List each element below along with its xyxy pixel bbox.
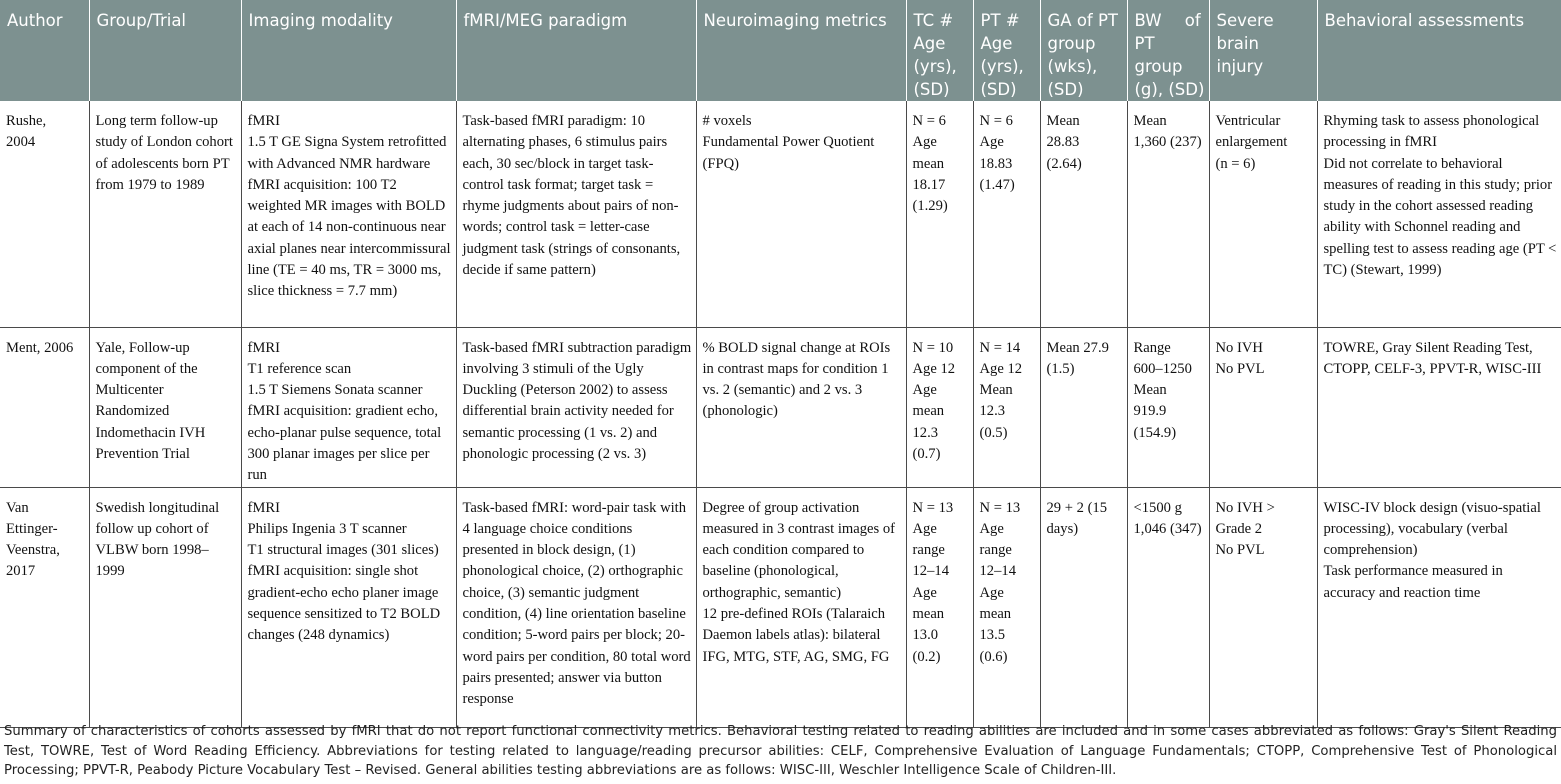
cell-line: 12–14 (979, 563, 1016, 580)
cell-ga (1040, 101, 1127, 327)
cell-pt (973, 487, 1040, 727)
cell-line: fMRI (247, 339, 280, 356)
cell-line: (1.29) (912, 198, 948, 215)
cell-line: 28.83 (1046, 134, 1080, 151)
cell-author (0, 327, 89, 487)
header-bw-line: (g), (SD) (1134, 80, 1205, 99)
header-injury-line: brain (1216, 34, 1259, 53)
cell-bw (1127, 327, 1209, 487)
cell-injury (1209, 327, 1317, 487)
header-pt-age (973, 0, 1040, 101)
cell-imaging (241, 487, 456, 727)
cell-line: 1.5 T GE Signa System retrofitted with Advanced NMR hardware fMRI acquisition: 100 T2 weighted MR images with BOLD at each of 14 non-continuous near axial planes near intercommissural line (TE = 40 ms, TR = 3000 ms, slice thickness = 7.7 mm) (247, 134, 451, 300)
cell-imaging (241, 101, 456, 327)
cell-line: <1500 g (1133, 499, 1182, 516)
cell-behavioral (1317, 487, 1561, 727)
cell-line: (0.5) (979, 424, 1008, 441)
header-ga (1040, 0, 1127, 101)
table-row (0, 101, 1561, 327)
cell-metrics (696, 327, 906, 487)
cell-line: N = 6 (912, 113, 946, 129)
header-bw-line: PT (1134, 34, 1155, 53)
cell-line: fMRI acquisition: gradient echo, echo-planar pulse sequence, total 300 planar images per slice per run (247, 403, 442, 484)
cell-line: 18.17 (912, 176, 946, 193)
cell-line: 13.0 (912, 627, 939, 644)
cell-line: 2004 (6, 134, 36, 151)
cell-line: Philips Ingenia 3 T scanner (247, 520, 407, 537)
header-pt-age-line: (yrs), (980, 57, 1024, 76)
header-paradigm: fMRI/MEG paradigm (456, 0, 696, 101)
cell-line: Fundamental Power Quotient (FPQ) (702, 134, 875, 172)
cell-paradigm: Task-based fMRI: word-pair task with 4 language choice conditions presented in block design, (1) phonological choice, (2) orthographic choice, (3) semantic judgment condition, (4) line orientation baseline condition; 5-word pairs per block; 20-word pairs per condition, 80 total word pairs presented; answer via button response (456, 487, 696, 727)
cell-line: Did not correlate to behavioral measures of reading in this study; prior study in the cohort assessed reading ability with Schonnel reading and spelling test to assess reading age (PT < TC) (Stewart, 1999) (1323, 155, 1557, 279)
cell-line: Age (979, 134, 1004, 151)
cell-line: Age (979, 520, 1004, 537)
cell-line: 2017 (6, 563, 36, 580)
cell-line: Age (912, 520, 937, 537)
cell-tc (906, 487, 973, 727)
cell-paradigm: Task-based fMRI subtraction paradigm involving 3 stimuli of the Ugly Duckling (Peterson 2002) to assess differential brain activity needed for semantic processing (1 vs. 2) and phonologic processing (2 vs. 3) (456, 327, 696, 487)
cell-line: Age (979, 584, 1004, 601)
cell-line: Age (912, 382, 937, 399)
cell-line: mean (912, 155, 945, 172)
header-ga-line: GA of PT (1047, 11, 1118, 30)
cell-group: Swedish longitudinal follow up cohort of VLBW born 1998–1999 (89, 487, 241, 727)
header-bw-line: group (1134, 57, 1183, 76)
header-tc-age-line: (yrs), (913, 57, 957, 76)
cell-line: mean (912, 403, 945, 420)
header-tc-age-line: (SD) (913, 80, 950, 99)
header-group-trial: Group/Trial (89, 0, 241, 101)
header-ga-line: group (1047, 34, 1096, 53)
cell-line: 600–1250 (1133, 360, 1192, 377)
cell-injury (1209, 487, 1317, 727)
cell-ga (1040, 487, 1127, 727)
cell-line: N = 13 (979, 499, 1021, 516)
header-bw (1127, 0, 1209, 101)
header-injury-line: injury (1216, 57, 1264, 76)
cell-line: N = 13 (912, 499, 954, 516)
cell-injury (1209, 101, 1317, 327)
header-behavioral: Behavioral assessments (1317, 0, 1561, 101)
header-bw-line: BW of (1134, 11, 1201, 30)
cell-line: WISC-IV block design (visuo-spatial processing), vocabulary (verbal comprehension) (1323, 499, 1541, 559)
cell-line: range (912, 542, 945, 559)
cell-line: TOWRE, Gray Silent Reading Test, CTOPP, CELF-3, PPVT-R, WISC-III (1323, 339, 1542, 377)
cell-line: (2.64) (1046, 155, 1082, 172)
cell-line: Ettinger- (6, 520, 58, 537)
cell-line: No IVH > (1215, 499, 1275, 516)
cell-behavioral (1317, 327, 1561, 487)
cell-line: Mean (979, 382, 1013, 399)
cell-line: (0.2) (912, 648, 941, 665)
header-tc-age (906, 0, 973, 101)
cell-line: Veenstra, (6, 542, 60, 559)
cell-line: 1,046 (347) (1133, 520, 1202, 537)
cell-line: (0.6) (979, 648, 1008, 665)
header-ga-line: (wks), (1047, 57, 1098, 76)
cell-line: T1 reference scan (247, 360, 352, 377)
cell-line: 12.3 (979, 403, 1006, 420)
cell-line: # voxels (702, 113, 752, 129)
cell-behavioral (1317, 101, 1561, 327)
cell-line: range (979, 542, 1012, 559)
cell-line: (154.9) (1133, 424, 1177, 441)
cell-line: fMRI (247, 113, 280, 129)
cell-pt (973, 101, 1040, 327)
cell-line: 29 + 2 (15 days) (1046, 499, 1108, 537)
cell-line: (0.7) (912, 445, 941, 462)
header-author: Author (0, 0, 89, 101)
cell-line: Age (912, 584, 937, 601)
cell-metrics (696, 101, 906, 327)
header-tc-age-line: Age (913, 34, 946, 53)
cell-line: 18.83 (979, 155, 1013, 172)
cell-line: 12 pre-defined ROIs (Talaraich Daemon labels atlas): bilateral IFG, MTG, STF, AG, SMG, FG (702, 606, 890, 665)
cell-line: Task performance measured in accuracy and reaction time (1323, 563, 1503, 601)
cell-line: (1.47) (979, 176, 1015, 193)
header-tc-age-line: TC # (913, 11, 954, 30)
cell-line: % BOLD signal change at ROIs in contrast maps for condition 1 vs. 2 (semantic) and 2 vs. 3 (phonologic) (702, 339, 891, 420)
header-imaging-modality: Imaging modality (241, 0, 456, 101)
cell-line: mean (912, 606, 945, 623)
cell-line: Range (1133, 339, 1171, 356)
header-pt-age-line: PT # (980, 11, 1020, 30)
cell-ga (1040, 327, 1127, 487)
cell-line: mean (979, 606, 1012, 623)
cell-line: enlargement (1215, 134, 1288, 151)
cell-line: 1.5 T Siemens Sonata scanner (247, 382, 423, 399)
cell-line: Rhyming task to assess phonological processing in fMRI (1323, 113, 1540, 151)
cell-line: T1 structural images (301 slices) (247, 542, 439, 559)
cell-tc (906, 101, 973, 327)
cell-line: Rushe, (6, 113, 47, 129)
cell-line: fMRI acquisition: single shot gradient-echo echo planer image sequence sensitized to T2 BOLD changes (248 dynamics) (247, 563, 441, 644)
cell-group: Yale, Follow-up component of the Multicenter Randomized Indomethacin IVH Prevention Trial (89, 327, 241, 487)
header-injury (1209, 0, 1317, 101)
table-footnote: Summary of characteristics of cohorts assessed by fMRI that do not report functional connectivity metrics. Behavioral testing related to reading abilities are included and in some cases abbreviated as follows: Gray's Silent Reading Test, TOWRE, Test of Word Reading Efficiency. Abbreviations for testing related to language/reading precursor abilities: CELF, Comprehensive Evaluation of Language Fundamentals; CTOPP, Comprehensive Test of Phonological Processing; PPVT-R, Peabody Picture Vocabulary Test – Revised. General abilities testing abbreviations are as follows: WISC-III, Weschler Intelligence Scale of Children-III. (4, 724, 1557, 778)
cell-line: Age 12 (979, 360, 1023, 377)
cell-line: Degree of group activation measured in 3 contrast images of each condition compared to baseline (phonological, orthographic, semantic) (702, 499, 895, 601)
cell-line: 919.9 (1133, 403, 1167, 420)
cell-line: No IVH (1215, 339, 1263, 356)
cell-line: Mean (1046, 113, 1080, 129)
cell-line: Age 12 (912, 360, 956, 377)
cell-line: Age (912, 134, 937, 151)
cell-line: Van (6, 499, 29, 516)
cell-line: N = 10 (912, 339, 954, 356)
header-metrics: Neuroimaging metrics (696, 0, 906, 101)
cell-line: fMRI (247, 499, 280, 516)
cell-line: Ment, 2006 (6, 339, 74, 356)
cell-pt (973, 327, 1040, 487)
cell-line: (1.5) (1046, 360, 1075, 377)
header-ga-line: (SD) (1047, 80, 1084, 99)
cell-bw (1127, 487, 1209, 727)
cell-imaging (241, 327, 456, 487)
cell-line: 1,360 (237) (1133, 134, 1202, 151)
cell-line: No PVL (1215, 542, 1265, 559)
cell-line: Ventricular (1215, 113, 1281, 129)
cell-paradigm: Task-based fMRI paradigm: 10 alternating phases, 6 stimulus pairs each, 30 sec/block in target task-control task format; target task = rhyme judgments about pairs of non-words; control task = letter-case judgment task (strings of consonants, decide if same pattern) (456, 101, 696, 327)
cell-line: N = 14 (979, 339, 1021, 356)
header-pt-age-line: Age (980, 34, 1013, 53)
cell-author (0, 101, 89, 327)
cell-line: N = 6 (979, 113, 1013, 129)
cell-line: 12–14 (912, 563, 949, 580)
cell-line: Mean 27.9 (1046, 339, 1109, 356)
cell-line: 13.5 (979, 627, 1006, 644)
cell-line: Mean (1133, 382, 1167, 399)
table-row (0, 487, 1561, 727)
cell-group: Long term follow-up study of London cohort of adolescents born PT from 1979 to 1989 (89, 101, 241, 327)
cell-line: (n = 6) (1215, 155, 1256, 172)
table-row (0, 327, 1561, 487)
cell-metrics (696, 487, 906, 727)
header-injury-line: Severe (1216, 11, 1274, 30)
cell-author (0, 487, 89, 727)
cell-line: Mean (1133, 113, 1167, 129)
table-header-row (0, 0, 1561, 101)
cell-tc (906, 327, 973, 487)
cell-bw (1127, 101, 1209, 327)
cell-line: Grade 2 (1215, 520, 1263, 537)
header-pt-age-line: (SD) (980, 80, 1017, 99)
cell-line: No PVL (1215, 360, 1265, 377)
cell-line: 12.3 (912, 424, 939, 441)
